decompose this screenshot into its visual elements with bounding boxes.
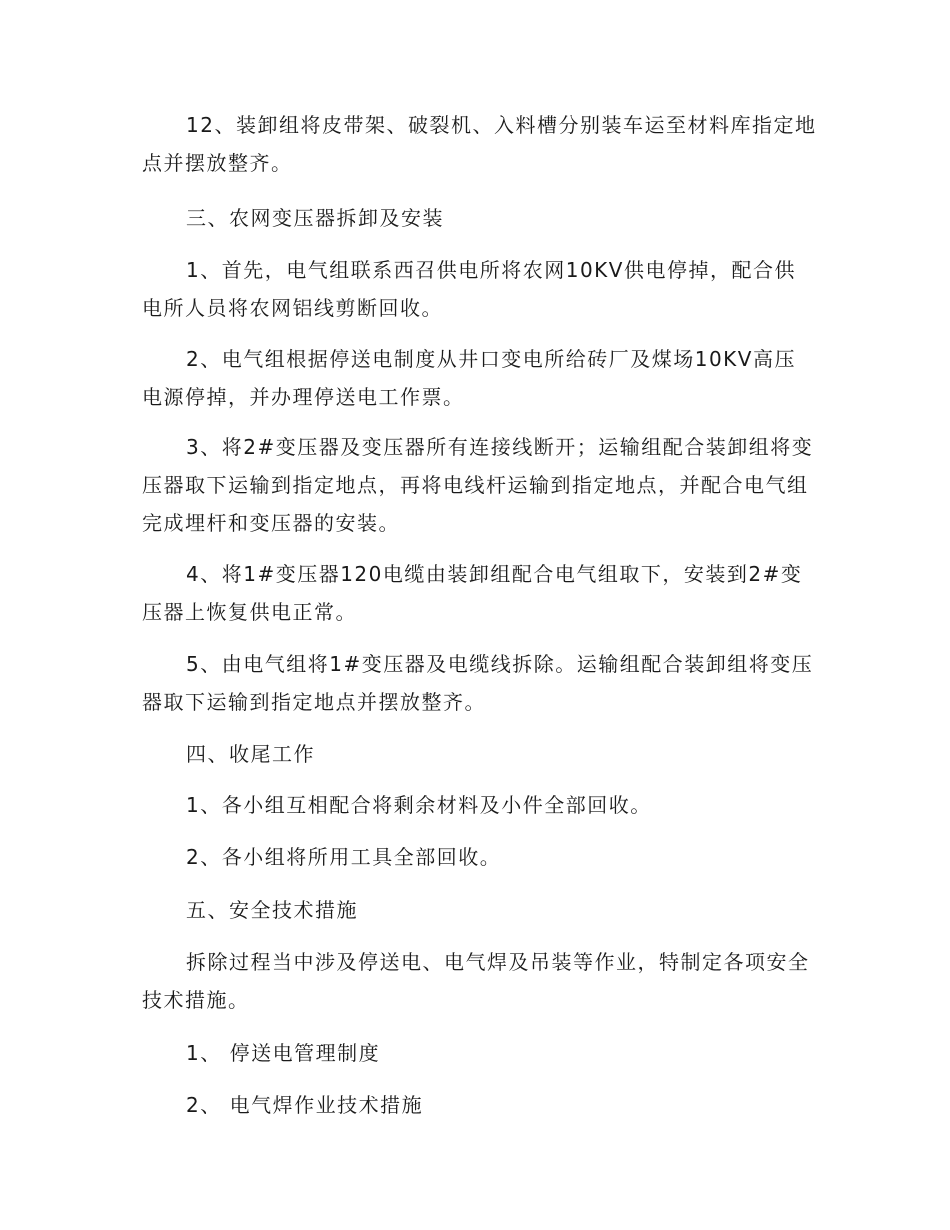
paragraph-item-12: 12、装卸组将皮带架、破裂机、入料槽分别装车运至材料库指定地点并摆放整齐。 bbox=[142, 113, 817, 175]
paragraph-item-4: 4、将1#变压器120电缆由装卸组配合电气组取下，安装到2#变压器上恢复供电正常。 bbox=[142, 562, 803, 624]
paragraph-item-1: 1、首先，电气组联系西召供电所将农网10KV供电停掉，配合供电所人员将农网铝线剪断回收。 bbox=[142, 258, 796, 320]
paragraph-item-5: 5、由电气组将1#变压器及电缆线拆除。运输组配合装卸组将变压器取下运输到指定地点并摆放整齐。 bbox=[142, 652, 814, 714]
paragraph-cleanup-2: 2、各小组将所用工具全部回收。 bbox=[186, 845, 502, 869]
paragraph-item-3: 3、将2#变压器及变压器所有连接线断开；运输组配合装卸组将变压器取下运输到指定地点，再将电线杆运输到指定地点，并配合电气组完成埋杆和变压器的安装。 bbox=[142, 435, 814, 535]
section-heading-5: 五、安全技术措施 bbox=[186, 898, 358, 922]
paragraph-item-2: 2、电气组根据停送电制度从井口变电所给砖厂及煤场10KV高压电源停掉，并办理停送电工作票。 bbox=[142, 347, 796, 409]
list-item-power-management: 1、 停送电管理制度 bbox=[186, 1041, 381, 1065]
paragraph-safety-intro: 拆除过程当中涉及停送电、电气焊及吊装等作业，特制定各项安全技术措施。 bbox=[142, 950, 810, 1012]
section-heading-3: 三、农网变压器拆卸及安装 bbox=[186, 206, 444, 230]
paragraph-cleanup-1: 1、各小组互相配合将剩余材料及小件全部回收。 bbox=[186, 793, 652, 817]
section-heading-4: 四、收尾工作 bbox=[186, 742, 315, 766]
list-item-welding-measures: 2、 电气焊作业技术措施 bbox=[186, 1093, 424, 1117]
